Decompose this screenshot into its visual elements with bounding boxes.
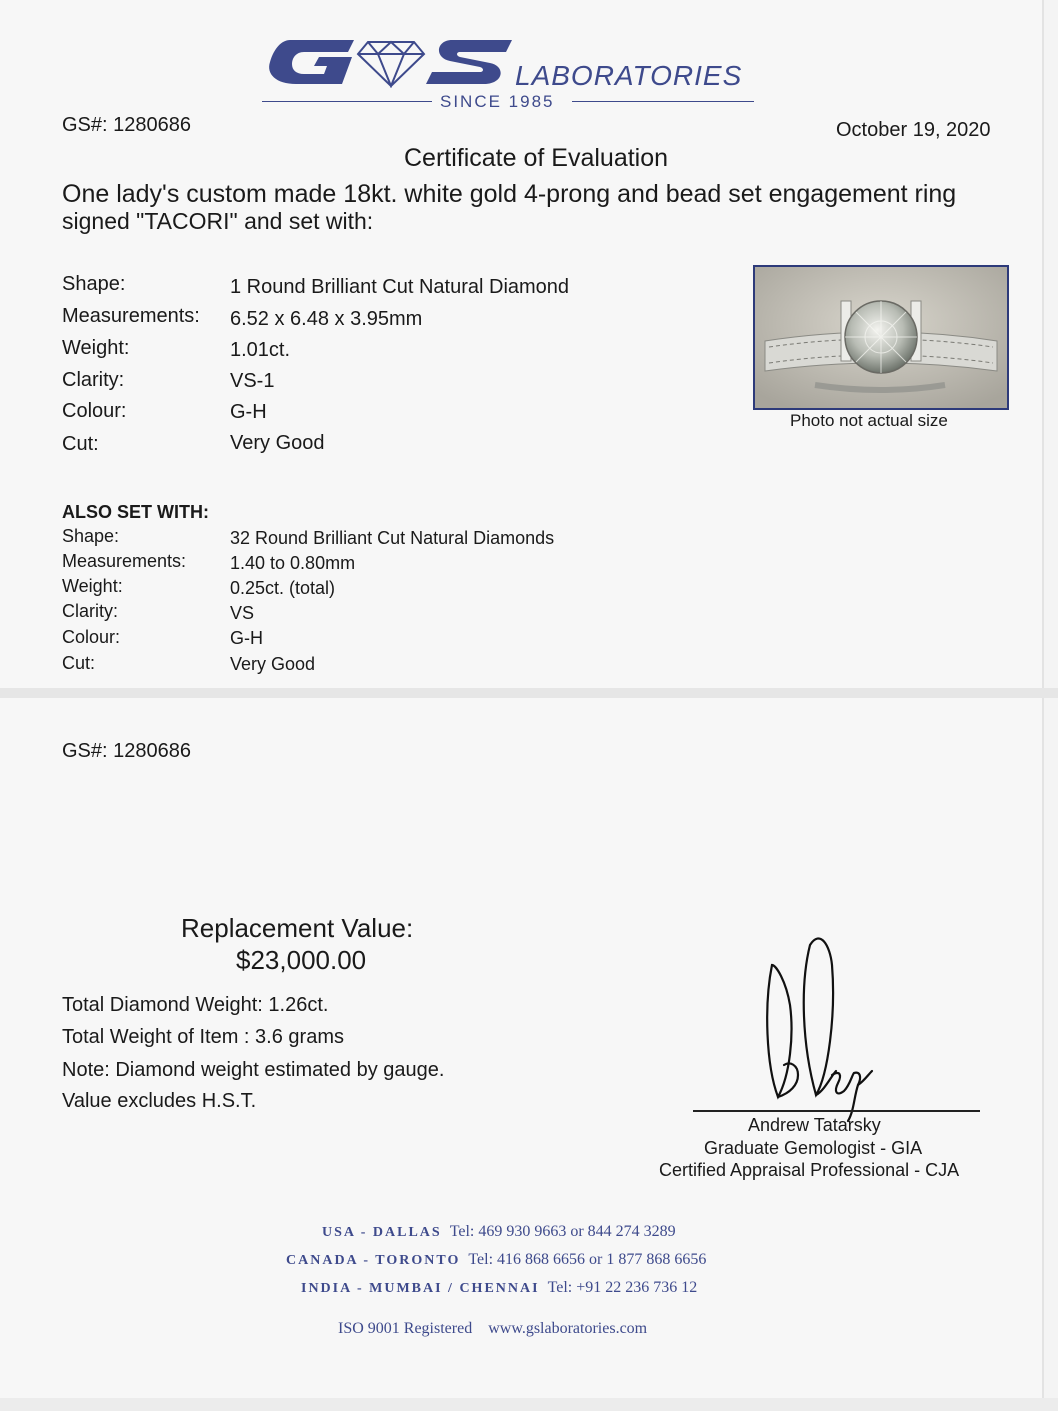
also-set-heading: ALSO SET WITH: [62,502,209,522]
divider [572,101,754,102]
since-text: SINCE 1985 [440,92,555,111]
spec-value: 0.25ct. (total) [230,578,336,598]
spec-label: Clarity: [62,601,119,621]
office-usa [322,1223,676,1241]
photo-caption: Photo not actual size [790,411,948,430]
office-canada [286,1251,706,1269]
certificate-date: October 19, 2020 [836,119,991,141]
spec-label: Colour: [62,400,127,422]
spec-label: Clarity: [62,369,125,391]
page-title: Certificate of Evaluation [404,144,669,172]
tax-note: Value excludes H.S.T. [62,1090,257,1112]
total-item-weight: Total Weight of Item : 3.6 grams [62,1026,344,1048]
signature-line [693,1110,980,1112]
description-line-1: One lady's custom made 18kt. white gold 4-prong and bead set engagement ring [62,180,957,208]
iso-registration: ISO 9001 Registered [338,1320,473,1337]
spec-value: Very Good [230,432,325,454]
gs-number: GS#: 1280686 [62,114,191,136]
spec-value: G-H [230,401,267,423]
office-city: USA - DALLAS [322,1225,442,1240]
ring-photo [753,265,1009,410]
spec-value: 1.40 to 0.80mm [230,553,356,573]
spec-label: Shape: [62,273,126,295]
description-line-2: signed "TACORI" and set with: [62,208,374,234]
total-diamond-weight: Total Diamond Weight: 1.26ct. [62,994,329,1016]
spec-value: VS-1 [230,370,275,392]
office-tel: Tel: 416 868 6656 or 1 877 868 6656 [468,1251,707,1268]
signer-title-gia: Graduate Gemologist - GIA [704,1138,923,1158]
signer-name: Andrew Tatarsky [748,1115,881,1135]
spec-value: 1 Round Brilliant Cut Natural Diamond [230,276,570,298]
spec-value: 1.01ct. [230,339,291,361]
spec-label: Shape: [62,526,120,546]
office-tel: Tel: +91 22 236 736 12 [547,1279,698,1296]
laboratories-wordmark: LABORATORIES [515,60,743,91]
signer-title-cja: Certified Appraisal Professional - CJA [659,1160,960,1180]
replacement-label: Replacement Value: [181,913,414,943]
office-tel: Tel: 469 930 9663 or 844 274 3289 [449,1223,676,1240]
spec-value: Very Good [230,654,316,674]
gs-number-page2: GS#: 1280686 [62,740,191,762]
spec-label: Cut: [62,653,96,673]
spec-label: Measurements: [62,305,200,327]
divider [262,101,432,102]
office-city: INDIA - MUMBAI / CHENNAI [301,1281,540,1296]
spec-label: Weight: [62,576,123,596]
office-city: CANADA - TORONTO [286,1253,461,1268]
footer-iso [338,1320,647,1338]
spec-label: Weight: [62,337,130,359]
spec-value: VS [230,603,255,623]
weight-note: Note: Diamond weight estimated by gauge. [62,1059,445,1081]
spec-value: 6.52 x 6.48 x 3.95mm [230,308,423,330]
spec-value: G-H [230,628,263,648]
spec-label: Colour: [62,627,121,647]
gs-logo [262,36,522,88]
office-india [301,1279,697,1297]
spec-label: Cut: [62,433,99,455]
spec-value: 32 Round Brilliant Cut Natural Diamonds [230,528,555,548]
page-fold [0,688,1058,698]
page-edge [0,1398,1058,1411]
signature [750,925,890,1125]
website-link[interactable]: www.gslaboratories.com [488,1320,648,1337]
spec-label: Measurements: [62,551,187,571]
replacement-value: $23,000.00 [236,945,367,975]
